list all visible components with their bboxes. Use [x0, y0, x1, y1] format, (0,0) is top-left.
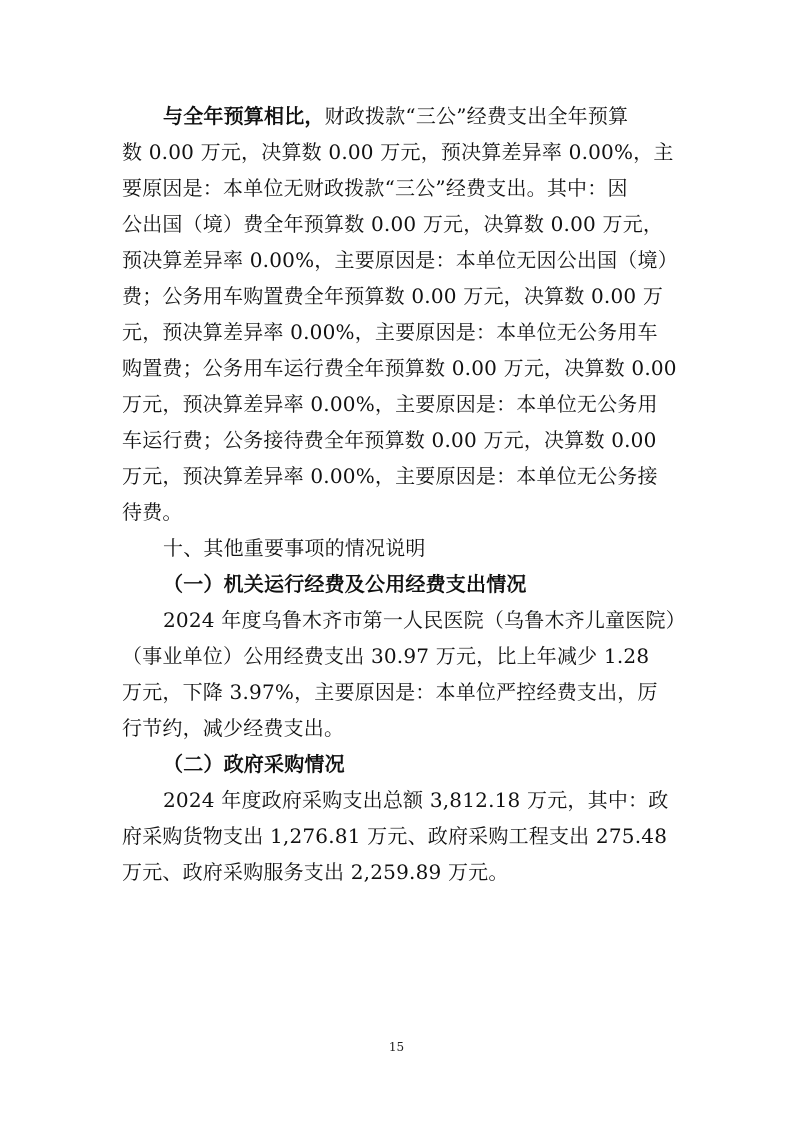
paragraph-line: 要原因是：本单位无财政拨款“三公”经费支出。其中：因 [122, 176, 628, 200]
paragraph-line: 数 0.00 万元，决算数 0.00 万元，预决算差异率 0.00%，主 [122, 140, 674, 164]
page-number: 15 [388, 1040, 405, 1054]
subsection-heading: （二）政府采购情况 [163, 752, 345, 776]
body-text [122, 98, 686, 890]
paragraph-line: 万元、政府采购服务支出 2,259.89 万元。 [122, 860, 509, 884]
paragraph-line: 万元，预决算差异率 0.00%，主要原因是：本单位无公务用 [122, 392, 658, 416]
paragraph-text: 财政拨款“三公”经费支出全年预算 [324, 104, 629, 128]
paragraph-line: 2024 年度政府采购支出总额 3,812.18 万元，其中：政 [163, 788, 669, 812]
paragraph-line: 万元，预决算差异率 0.00%，主要原因是：本单位无公务接 [122, 464, 658, 488]
paragraph-line: 购置费；公务用车运行费全年预算数 0.00 万元，决算数 0.00 [122, 356, 677, 380]
paragraph-line: 公出国（境）费全年预算数 0.00 万元，决算数 0.00 万元， [122, 212, 664, 236]
paragraph-line: 府采购货物支出 1,276.81 万元、政府采购工程支出 275.48 [122, 824, 668, 848]
paragraph-line: 车运行费；公务接待费全年预算数 0.00 万元，决算数 0.00 [122, 428, 657, 452]
paragraph-line [122, 98, 672, 134]
subsection-heading: （一）机关运行经费及公用经费支出情况 [163, 572, 527, 596]
paragraph-lead: 与全年预算相比， [163, 104, 325, 128]
paragraph-line: 费；公务用车购置费全年预算数 0.00 万元，决算数 0.00 万 [122, 284, 664, 308]
paragraph-line: 待费。 [122, 500, 183, 524]
paragraph-line: 元，预决算差异率 0.00%，主要原因是：本单位无公务用车 [122, 320, 658, 344]
paragraph-line: 万元，下降 3.97%，主要原因是：本单位严控经费支出，厉 [122, 680, 658, 704]
paragraph-line: （事业单位）公用经费支出 30.97 万元，比上年减少 1.28 [122, 644, 650, 668]
paragraph-line: 预决算差异率 0.00%，主要原因是：本单位无因公出国（境） [122, 248, 678, 272]
paragraph-line: 行节约，减少经费支出。 [122, 716, 345, 740]
paragraph-line: 2024 年度乌鲁木齐市第一人民医院（乌鲁木齐儿童医院） [163, 608, 686, 632]
section-heading: 十、其他重要事项的情况说明 [163, 536, 426, 560]
